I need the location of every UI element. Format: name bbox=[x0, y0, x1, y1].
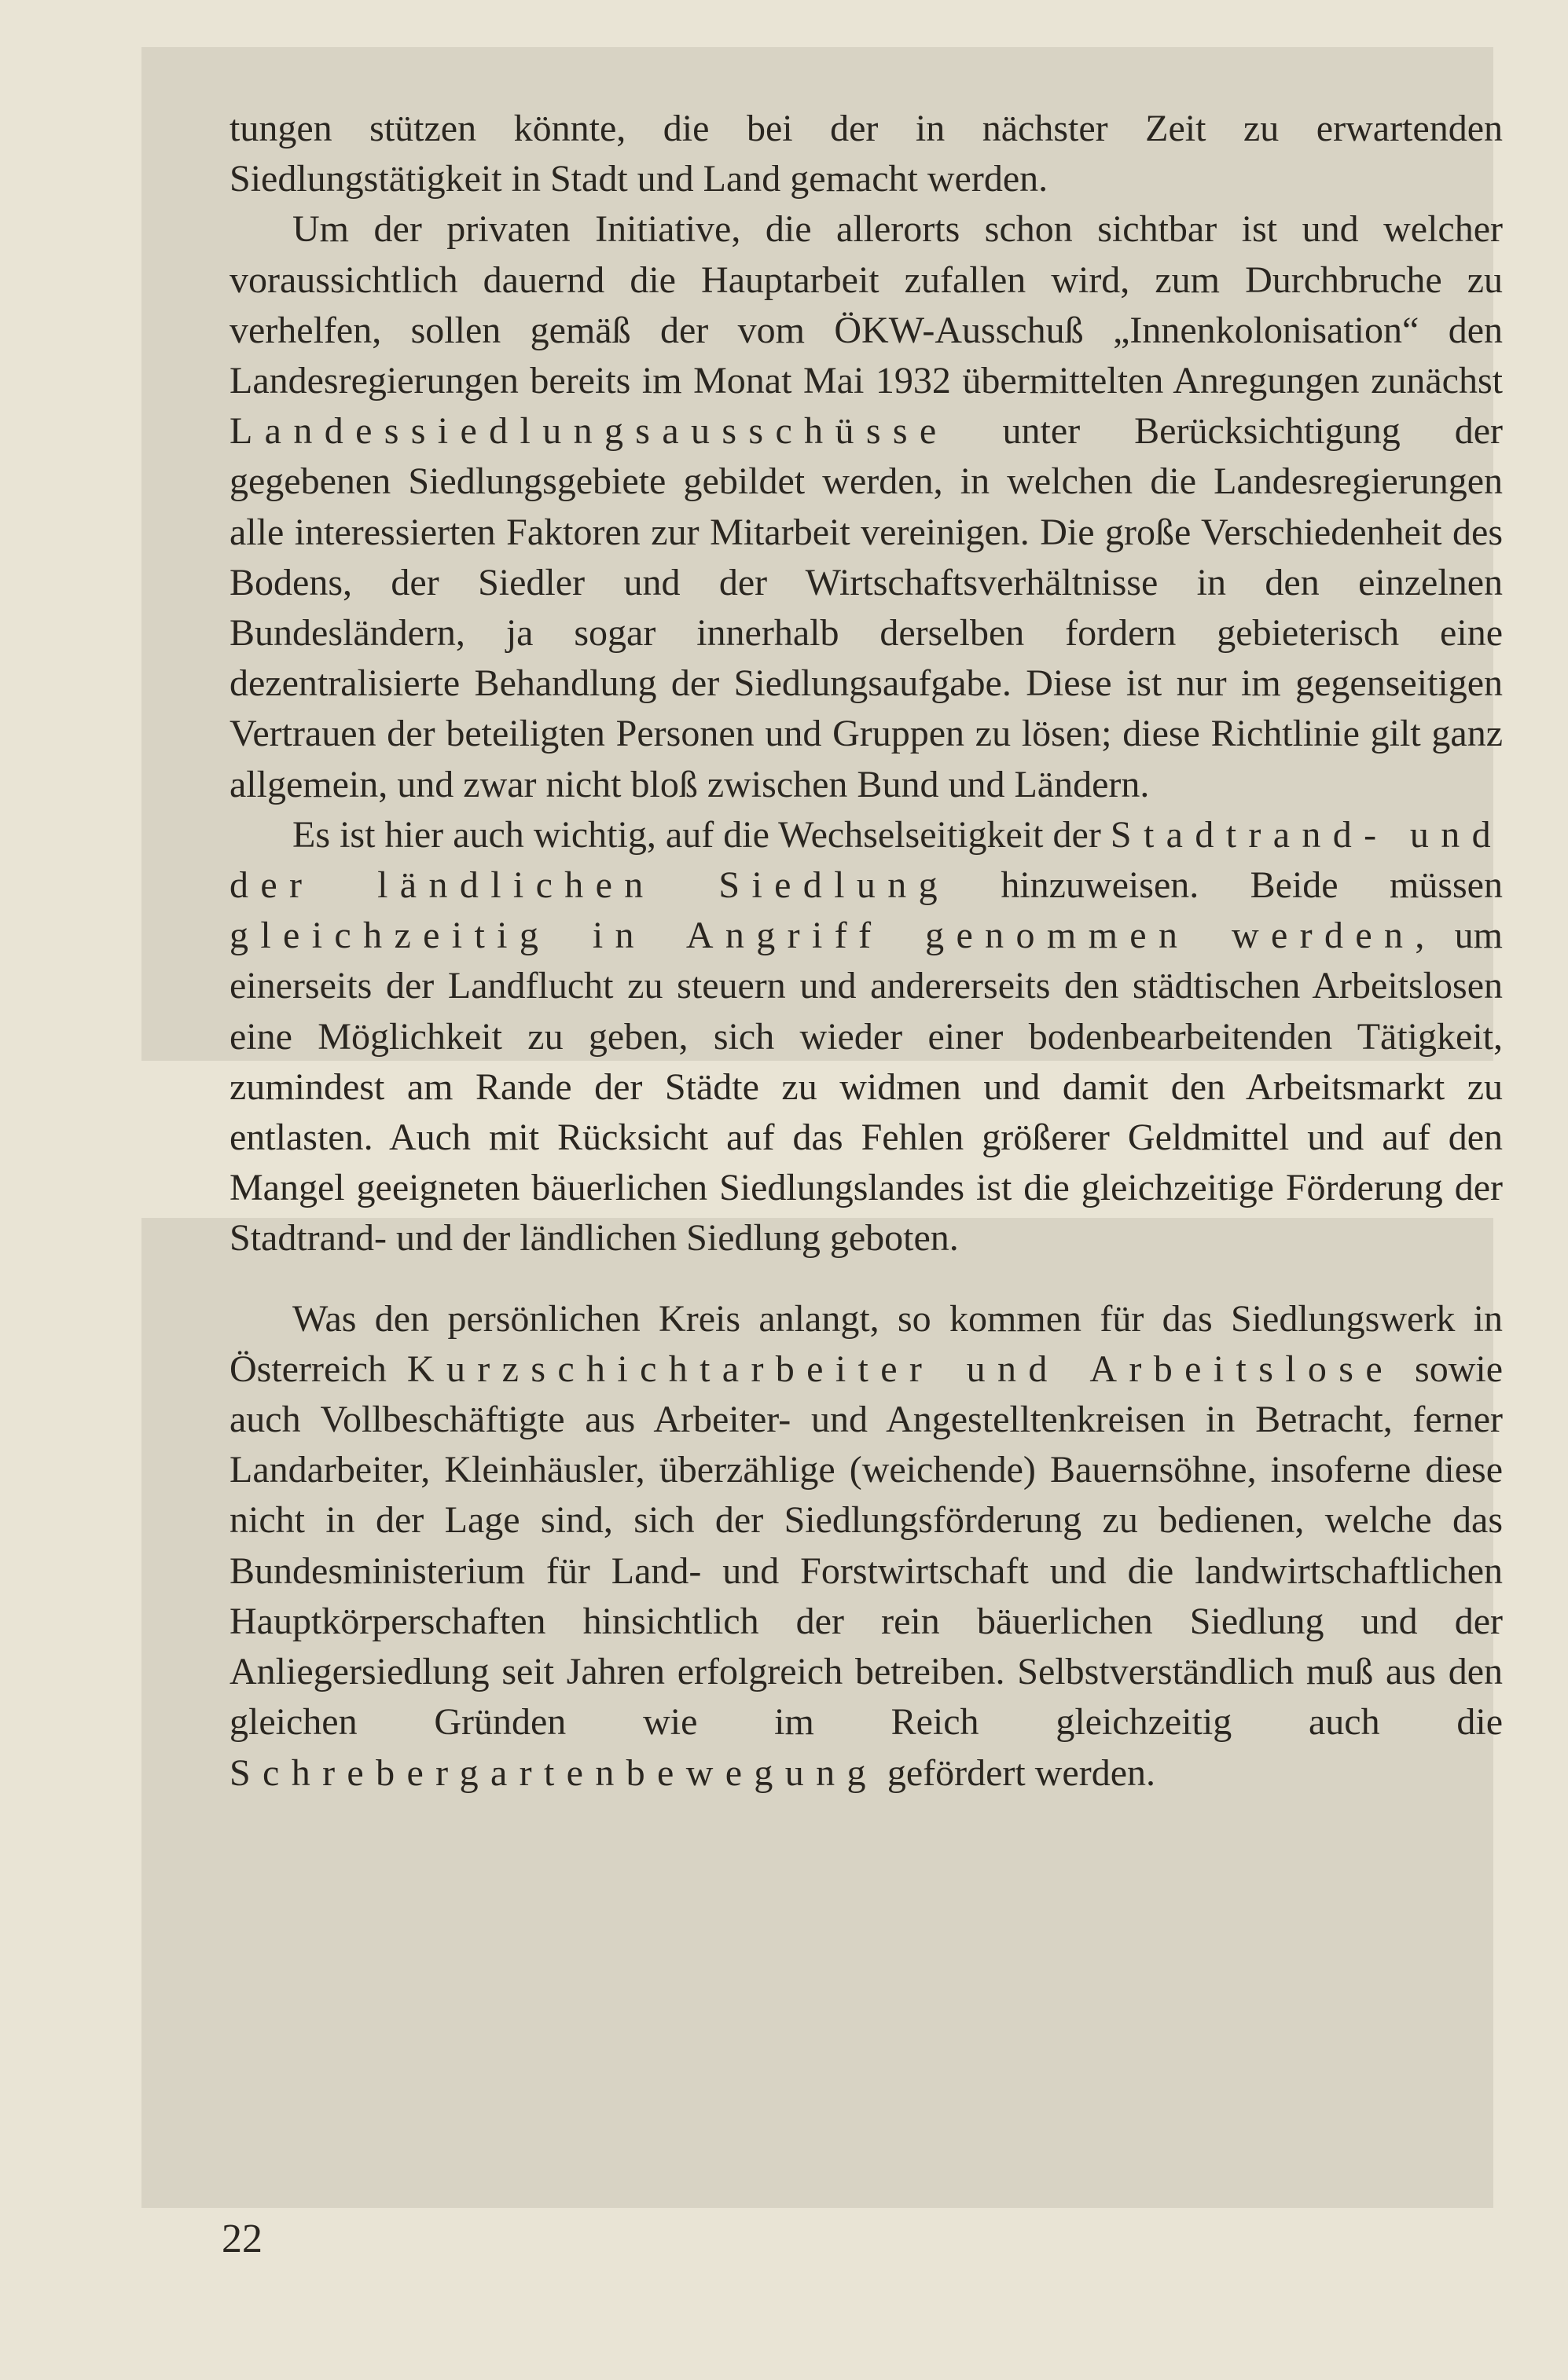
page-number: 22 bbox=[222, 2217, 263, 2261]
spaced-emphasis: Kurzschichtarbeiter und Arbeitslose bbox=[406, 1348, 1394, 1390]
spaced-emphasis: gleichzeitig in Angriff genommen werden bbox=[230, 915, 1416, 957]
spaced-emphasis: Landessiedlungsausschüsse bbox=[230, 410, 949, 453]
text-run: hinzuweisen. Beide müssen bbox=[949, 864, 1503, 907]
paragraph bbox=[230, 1294, 1503, 1799]
text-run: Was den persönlichen Kreis anlangt, so kommen für das Siedlungswerk in Österreich bbox=[230, 1297, 1503, 1390]
paragraph bbox=[230, 204, 1503, 809]
text-run: tungen stützen könnte, die bei der in nächster Zeit zu erwartenden Siedlungstätigkeit in Stadt und Land gemacht werden. bbox=[230, 108, 1503, 200]
paragraph bbox=[230, 104, 1503, 204]
paragraph bbox=[230, 810, 1503, 1264]
spaced-emphasis: Schrebergartenbewegung bbox=[230, 1751, 878, 1794]
text-run: Es ist hier auch wichtig, auf die Wechselseitigkeit der bbox=[292, 813, 1111, 856]
text-run: sowie auch Vollbeschäftigte aus Arbeiter- und Angestelltenkreisen in Betracht, ferner Landarbeiter, Kleinhäusler, überzählige (weichende) Bauernsöhne, insoferne diese nicht in der Lage sind, sich der Siedlungsförderung zu bedienen, welche das Bundesministerium für Land- und Forstwirtschaft und die landwirtschaftlichen Hauptkörperschaften hinsichtlich der rein bäuerlichen Siedlung und der Anliegersiedlung seit Jahren erfolgreich betreiben. Selbstverständlich muß aus den gleichen Gründen wie im Reich gleichzeitig auch die bbox=[230, 1348, 1503, 1744]
text-run: Um der privaten Initiative, die allerorts schon sichtbar ist und welcher voraussichtlich dauernd die Hauptarbeit zufallen wird, zum Durchbruche zu verhelfen, sollen gemäß der vom ÖKW-Ausschuß „Innenkolonisation“ den Landesregierungen bereits im Monat Mai 1932 übermittelten Anregungen zunächst bbox=[230, 208, 1503, 402]
text-run: unter Berücksichtigung der gegebenen Siedlungsgebiete gebildet werden, in welchen die Landesregierungen alle interessierten Faktoren zur Mitarbeit vereinigen. Die große Verschiedenheit des Bodens, der Siedler und der Wirtschaftsverhältnisse in den einzelnen Bundesländern, ja sogar innerhalb derselben fordern gebieterisch eine dezentralisierte Behandlung der Siedlungsaufgabe. Diese ist nur im gegenseitigen Vertrauen der beteiligten Personen und Gruppen zu lösen; diese Richtlinie gilt ganz allgemein, und zwar nicht bloß zwischen Bund und Ländern. bbox=[230, 410, 1503, 805]
text-run: , um einerseits der Landflucht zu steuern und andererseits den städtischen Arbeitslosen eine Möglichkeit zu geben, sich wieder einer bodenbearbeitenden Tätigkeit, zumindest am Rande der Städte zu widmen und damit den Arbeitsmarkt zu entlasten. Auch mit Rücksicht auf das Fehlen größerer Geldmittel und auf den Mangel geeigneten bäuerlichen Siedlungslandes ist die gleichzeitige Förderung der Stadtrand- und der ländlichen Siedlung geboten. bbox=[230, 915, 1503, 1260]
body-text bbox=[230, 104, 1503, 1799]
spaced-emphasis: Stadtrand- und der ländlichen Siedlung bbox=[230, 813, 1503, 907]
text-run: gefördert werden. bbox=[877, 1751, 1155, 1794]
